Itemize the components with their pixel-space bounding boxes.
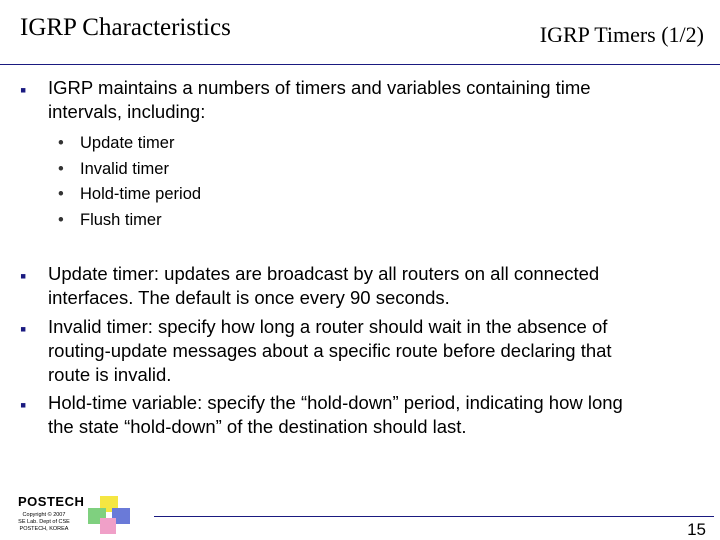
sub-item bbox=[58, 182, 201, 208]
bullet-marker: ▪ bbox=[20, 80, 27, 100]
logo-text: POSTECH bbox=[18, 494, 85, 509]
hold-time-paragraph bbox=[48, 391, 688, 439]
postech-logo-graphic bbox=[86, 494, 136, 538]
intro-paragraph bbox=[48, 76, 688, 124]
page-number: 15 bbox=[687, 520, 706, 539]
invalid-line-2: routing-update messages about a specific route before declaring that bbox=[48, 340, 612, 361]
update-line-2: interfaces. The default is once every 90 seconds. bbox=[48, 287, 450, 308]
invalid-line-3: route is invalid. bbox=[48, 364, 172, 385]
header-left-title: IGRP Characteristics bbox=[20, 14, 231, 41]
sub-item-label: Hold-time period bbox=[80, 185, 202, 203]
sub-item bbox=[58, 131, 201, 157]
footer-rule bbox=[154, 516, 714, 517]
sub-item bbox=[58, 208, 201, 234]
copyright-line-1: Copyright © 2007 bbox=[22, 512, 66, 518]
sub-bullet: • bbox=[58, 185, 64, 203]
sub-bullet: • bbox=[58, 210, 64, 229]
intro-line-2: intervals, including: bbox=[48, 101, 206, 122]
sub-item-label: Update timer bbox=[80, 134, 175, 152]
hold-line-1: Hold-time variable: specify the “hold-down” period, indicating how long bbox=[48, 392, 623, 413]
update-line-1: Update timer: updates are broadcast by all routers on all connected bbox=[48, 263, 600, 284]
update-timer-paragraph bbox=[48, 262, 688, 310]
sub-list bbox=[58, 131, 201, 233]
copyright-line-2: SE Lab. Dept of CSE bbox=[18, 519, 70, 525]
copyright-line-3: POSTECH, KOREA bbox=[19, 526, 69, 532]
logo-square-pink bbox=[100, 518, 116, 534]
bullet-marker: ▪ bbox=[20, 395, 27, 415]
sub-bullet: • bbox=[58, 159, 64, 178]
sub-item-label: Invalid timer bbox=[80, 159, 169, 178]
invalid-line-1: Invalid timer: specify how long a router should wait in the absence of bbox=[48, 316, 608, 337]
sub-item bbox=[58, 157, 201, 183]
bullet-marker: ▪ bbox=[20, 266, 27, 286]
bullet-marker: ▪ bbox=[20, 319, 27, 339]
sub-item-label: Flush timer bbox=[80, 210, 162, 229]
sub-bullet: • bbox=[58, 134, 64, 152]
header-rule bbox=[0, 64, 720, 65]
hold-line-2: the state “hold-down” of the destination should last. bbox=[48, 416, 467, 437]
invalid-timer-paragraph bbox=[48, 315, 688, 387]
header-right-title: IGRP Timers (1/2) bbox=[539, 22, 704, 47]
intro-line-1: IGRP maintains a numbers of timers and variables containing time bbox=[48, 77, 591, 98]
